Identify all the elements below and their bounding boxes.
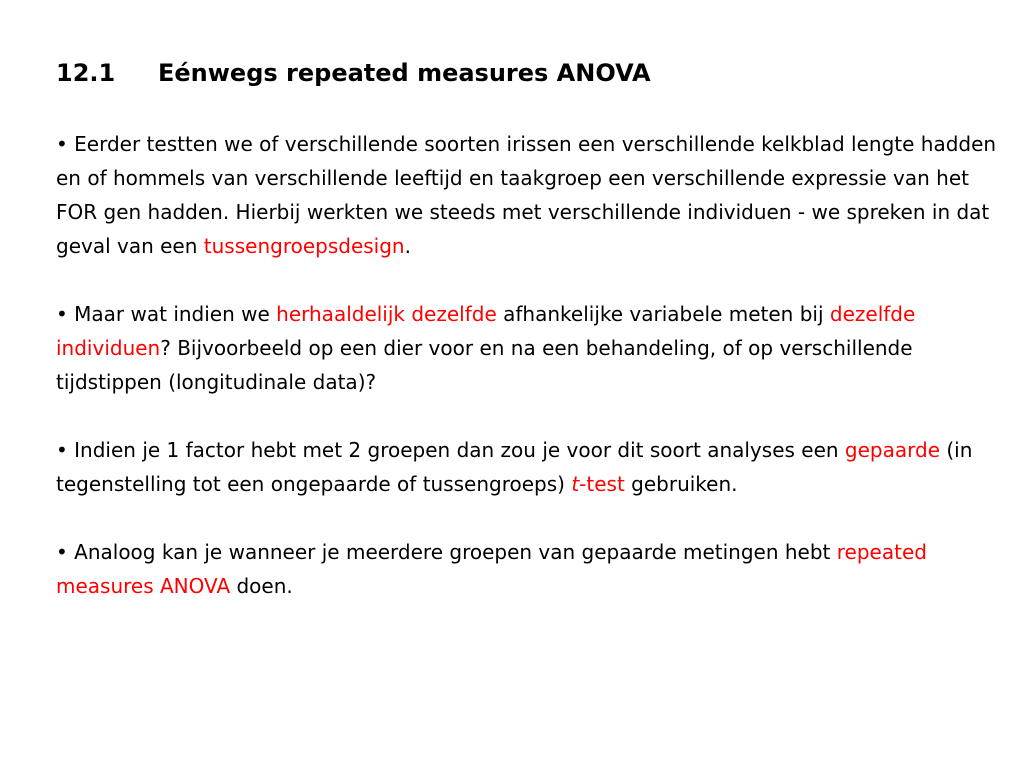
highlight-test: -test [579, 472, 625, 496]
highlight-dezelfde-individuen: dezelfde individuen [56, 302, 916, 360]
title-text: Eénwegs repeated measures ANOVA [158, 59, 651, 87]
highlight-repeated-measures-anova: repeated measures ANOVA [56, 540, 927, 598]
highlight-herhaaldelijk-dezelfde: herhaaldelijk dezelfde [276, 302, 497, 326]
paragraph-repeated-measurements [56, 297, 1006, 399]
paragraph-text: . [404, 234, 411, 258]
highlight-tussengroepsdesign: tussengroepsdesign [203, 234, 405, 258]
paragraph-paired-t-test [56, 433, 1006, 501]
paragraph-text: ? Bijvoorbeeld op een dier voor en na een behandeling, of op verschillende tijdstippen (longitudinale data)? [56, 336, 913, 394]
bullet: • [56, 132, 68, 156]
bullet: • [56, 438, 68, 462]
paragraph-text: Maar wat indien we [67, 302, 277, 326]
paragraph-text: Analoog kan je wanneer je meerdere groepen van gepaarde metingen hebt [67, 540, 837, 564]
highlight-gepaarde: gepaarde [844, 438, 940, 462]
slide-body [56, 127, 1006, 603]
paragraph-text: Eerder testten we of verschillende soorten irissen een verschillende kelkblad lengte hadden en of hommels van verschillende leeftijd en taakgroep een verschillende expressie van het FOR gen hadden. Hierbij werkten we steeds met verschillende individuen - we spreken in dat geval van een [56, 132, 997, 258]
paragraph-text: afhankelijke variabele meten bij [496, 302, 830, 326]
paragraph-text: Indien je 1 factor hebt met 2 groepen dan zou je voor dit soort analyses een [67, 438, 845, 462]
paragraph-text: (in tegenstelling tot een ongepaarde of tussengroeps) [56, 438, 973, 496]
paragraph-text: doen. [230, 574, 293, 598]
highlight-t-italic: t [571, 472, 580, 496]
section-number: 12.1 [56, 59, 116, 87]
slide-title [56, 56, 996, 90]
bullet: • [56, 540, 68, 564]
paragraph-text: gebruiken. [624, 472, 738, 496]
bullet: • [56, 302, 68, 326]
paragraph-between-groups [56, 127, 1006, 263]
paragraph-rm-anova [56, 535, 1006, 603]
